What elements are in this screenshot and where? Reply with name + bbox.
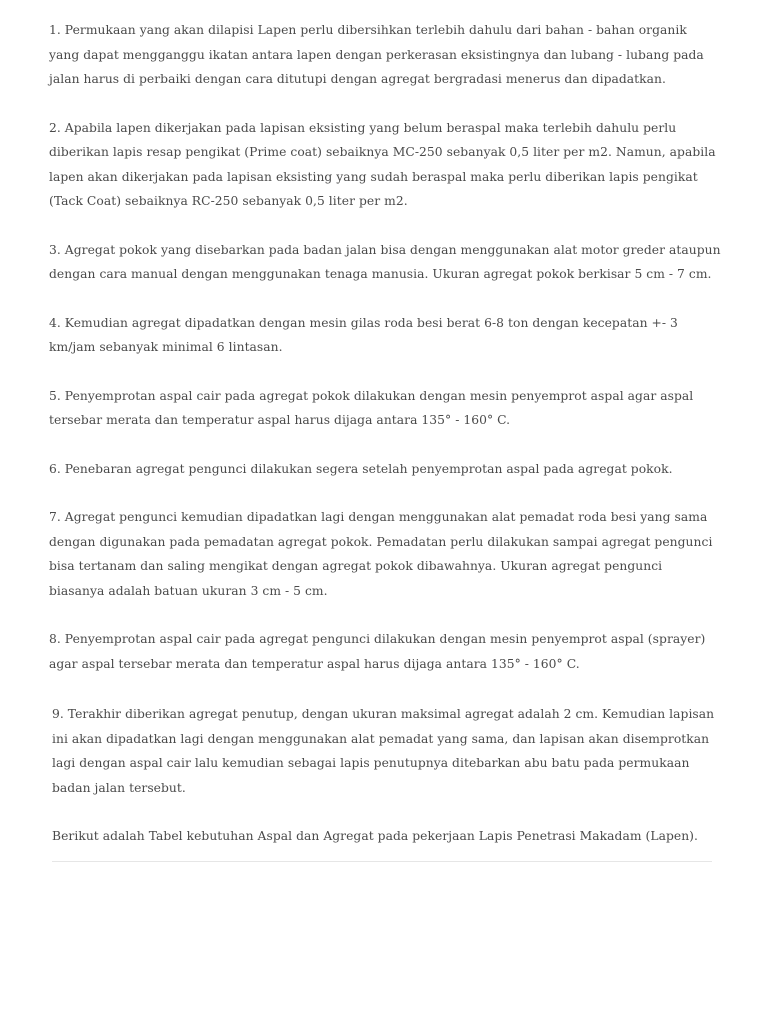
paragraph-step-3: 3. Agregat pokok yang disebarkan pada badan jalan bisa dengan menggunakan alat motor greder ataupun dengan cara manual dengan menggunakan tenaga manusia. Ukuran agregat pokok berkisar 5 cm - 7 cm. [49, 242, 721, 281]
article-body [49, 18, 721, 862]
paragraph-step-6: 6. Penebaran agregat pengunci dilakukan segera setelah penyemprotan aspal pada agregat pokok. [49, 461, 673, 476]
paragraph-step-7: 7. Agregat pengunci kemudian dipadatkan lagi dengan menggunakan alat pemadat roda besi yang sama dengan digunakan pada pemadatan agregat pokok. Pemadatan perlu dilakukan sampai agregat pengunci bisa tertanam dan saling mengikat dengan agregat pokok dibawahnya. Ukuran agregat pengunci biasanya adalah batuan ukuran 3 cm - 5 cm. [49, 510, 713, 598]
paragraph-step-5: 5. Penyemprotan aspal cair pada agregat pokok dilakukan dengan mesin penyemprot aspal agar aspal tersebar merata dan temperatur aspal harus dijaga antara 135° - 160° C. [49, 388, 694, 427]
paragraph-step-1: 1. Permukaan yang akan dilapisi Lapen perlu dibersihkan terlebih dahulu dari bahan - bahan organik yang dapat mengganggu ikatan antara lapen dengan perkerasan eksistingnya dan lubang - lubang pada jalan harus di perbaiki dengan cara ditutupi dengan agregat bergradasi menerus dan dipadatkan. [49, 23, 704, 86]
paragraph-step-4: 4. Kemudian agregat dipadatkan dengan mesin gilas roda besi berat 6-8 ton dengan kecepatan +- 3 km/jam sebanyak minimal 6 lintasan. [49, 315, 678, 354]
divider [52, 861, 712, 862]
paragraph-step-2: 2. Apabila lapen dikerjakan pada lapisan eksisting yang belum beraspal maka terlebih dahulu perlu diberikan lapis resap pengikat (Prime coat) sebaiknya MC-250 sebanyak 0,5 liter per m2. Namun, apabila lapen akan dikerjakan pada lapisan eksisting yang sudah beraspal maka perlu diberikan lapis pengikat (Tack Coat) sebaiknya RC-250 sebanyak 0,5 liter per m2. [49, 120, 716, 208]
paragraph-step-8: 8. Penyemprotan aspal cair pada agregat pengunci dilakukan dengan mesin penyemprot aspal (sprayer) agar aspal tersebar merata dan temperatur aspal harus dijaga antara 135° - 160° C. [49, 632, 706, 671]
paragraph-table-intro: Berikut adalah Tabel kebutuhan Aspal dan Agregat pada pekerjaan Lapis Penetrasi Makadam (Lapen). [52, 829, 698, 843]
paragraph-step-9: 9. Terakhir diberikan agregat penutup, dengan ukuran maksimal agregat adalah 2 cm. Kemudian lapisan ini akan dipadatkan lagi dengan menggunakan alat pemadat yang sama, dan lapisan akan disemprotkan lagi dengan aspal cair lalu kemudian sebagai lapis penutupnya ditebarkan abu batu pada permukaan badan jalan tersebut. [52, 707, 715, 795]
